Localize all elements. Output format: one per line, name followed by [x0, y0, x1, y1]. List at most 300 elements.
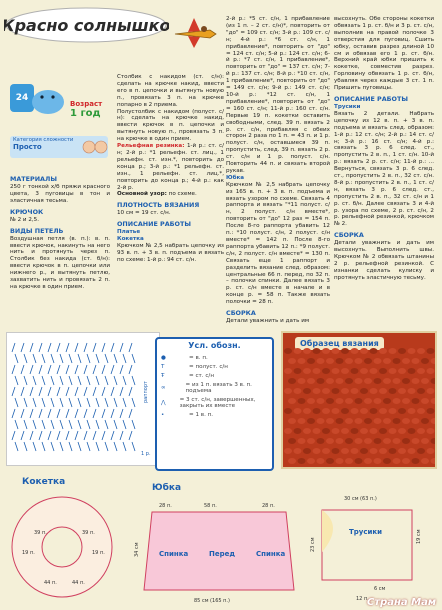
skirt-instructions: Крючком № 2,5 набрать цепочку из 165 в. п. + 3 в. п. подъема и вязать узором по схеме. Связать 4 раппорта и вязать "*11 полуст. с/н, 2 полуст. с/н вместе*, повторить от "до" 12 раз = 154 п. После 8-го раппорта убавить 12 п.: *10 полуст. с/н, 2 полуст. с/н вместе* = 142 п. После 8-го раппорта убавить 12 п.: *9 полуст. с/н, 2 полуст. с/н вместе* = 130 п. Связать еще 1 раппорт и разделить вязание след. образом: центральные 66 п. перед, по 32 п. – полочки спинки. Далее вязать 3 р. ст. с/н вместе в начале и в конце р. = 58 п. Также вязать полочки = 28 п.	[226, 181, 330, 306]
swatch-stitch	[374, 378, 382, 384]
swatch-stitch	[393, 418, 401, 424]
swatch-stitch	[341, 408, 349, 414]
stitch-symbol	[42, 398, 45, 407]
swatch-stitch	[379, 448, 387, 454]
swatch-stitch	[408, 428, 416, 434]
stitch-symbol	[69, 376, 72, 385]
swatch-stitch	[332, 448, 340, 454]
work-sub-yoke: Кокетка	[117, 236, 144, 243]
swatch-stitch	[398, 388, 406, 394]
swatch-stitch	[288, 358, 296, 364]
swatch-stitch	[326, 458, 334, 464]
stitch-symbol	[102, 365, 105, 374]
skirt-title: Юбка	[152, 483, 182, 493]
swatch-stitch	[417, 388, 425, 394]
swatch-stitch	[398, 428, 406, 434]
swatch-stitch	[294, 408, 302, 414]
swatch-stitch	[431, 398, 436, 404]
swatch-stitch	[322, 448, 330, 454]
legend-item-cluster: ⋀ = 3 ст. с/н, завершенных, закрыть их вместе	[161, 397, 256, 409]
skirt-top-label-3: 28 п.	[262, 503, 275, 509]
swatch-stitch	[298, 378, 306, 384]
yoke-instructions: 2-й р.: *5 ст. с/н, 1 прибавление (из 1 п. – 2 ст. с/н)*, повторить от "до" = 109 ст. с/н; 3-й р.: 109 ст. с/н; 4-й р.: *6 ст. с/н, 1 прибавление*, повторить от "до" = 124 ст. с/н; 5-й р.: 124 ст. с/н; 6-й р.: *7 ст. с/н, 1 прибавление*, повторить от "до" = 137 ст. с/н; 7-й р.: 137 ст. с/н; 8-й р.: *10 ст. с/н, 1 прибавление*, повторить от "до" = 149 ст. с/н; 9-й р.: 149 ст. с/н; 10-й р.: *12 ст. с/н, 1 прибавление*, повторить от "до" = 160 ст. с/н; 11-й р.: 160 ст. с/н. Первые 19 п. кокетки оставить свободными, след. 39 п. вязать 2 р. ст. с/н, прибавляя с обеих сторон 2 раза по 1 п. = 43 п. и 1 р. полуст. с/н, оставшиеся 39 п. пропустить, след. 39 п. вязать 2 р. ст. с/н и 1 р. полуст. с/н. Повторить 44 п. и связать второй рукав.	[226, 16, 330, 174]
skirt-heading: Юбка	[226, 174, 245, 181]
age-value: 1 год	[70, 108, 101, 119]
swatch-stitch	[326, 398, 334, 404]
swatch-stitch	[402, 358, 410, 364]
stitch-symbol	[87, 420, 90, 429]
swatch-stitch	[288, 378, 296, 384]
swatch-stitch	[408, 368, 416, 374]
swatch-stitch	[379, 348, 387, 354]
swatch-stitch	[322, 368, 330, 374]
stitch-symbol	[60, 442, 63, 451]
stitch-symbol	[75, 409, 78, 418]
swatch-stitch	[374, 398, 382, 404]
stitch-symbol	[102, 343, 105, 352]
swatch-stitch	[379, 368, 387, 374]
stitch-symbol	[51, 354, 54, 363]
age-label: Возраст	[70, 100, 103, 108]
swatch-stitch	[398, 448, 406, 454]
stitch-symbol	[93, 409, 96, 418]
swatch-stitch	[398, 408, 406, 414]
stitch-symbol	[87, 354, 90, 363]
stitch-symbol	[12, 365, 15, 374]
stitch-symbol	[30, 409, 33, 418]
stitch-symbol	[120, 343, 123, 352]
swatch-stitch	[383, 398, 391, 404]
column-pants	[334, 16, 434, 329]
swatch-stitch	[303, 448, 311, 454]
stitch-symbol	[24, 376, 27, 385]
swatch-stitch	[313, 348, 321, 354]
stitch-symbol	[15, 354, 18, 363]
swatch-stitch	[322, 408, 330, 414]
swatch-stitch	[374, 358, 382, 364]
pants-height-label: 23 см	[310, 537, 316, 552]
swatch-stitch	[355, 378, 363, 384]
legend-box	[155, 337, 274, 471]
swatch-stitch	[389, 368, 397, 374]
stitch-symbol	[57, 387, 60, 396]
swatch-stitch	[345, 418, 353, 424]
swatch-stitch	[307, 458, 315, 464]
stitch-symbol	[51, 420, 54, 429]
swatch-stitch	[317, 398, 325, 404]
swatch-stitch	[351, 448, 359, 454]
swatch-stitch	[360, 348, 368, 354]
stitch-symbol	[51, 442, 54, 451]
swatch-stitch	[402, 418, 410, 424]
swatch-stitch	[398, 348, 406, 354]
swatch-stitch	[421, 418, 429, 424]
swatch-stitch	[284, 348, 292, 354]
yoke-label-6: 44 п.	[72, 580, 85, 586]
stitch-symbol	[102, 409, 105, 418]
swatch-stitch	[294, 428, 302, 434]
skirt-top-label-1: 28 п.	[159, 503, 172, 509]
swatch-stitch	[417, 348, 425, 354]
stitch-symbol	[21, 343, 24, 352]
title-banner	[4, 6, 169, 44]
stitch-symbol	[114, 354, 117, 363]
swatch-stitch	[431, 378, 436, 384]
swatch-stitch	[303, 368, 311, 374]
swatch-stitch	[393, 358, 401, 364]
stitch-symbol	[48, 365, 51, 374]
stitch-symbol	[105, 376, 108, 385]
pants-heading: Трусики	[334, 103, 361, 110]
stitch-symbol	[87, 398, 90, 407]
swatch-stitch	[326, 378, 334, 384]
page-title: Красно солнышко	[4, 16, 169, 35]
stitch-hdc-text: Полустолбик с накидом (полуст. с/н): сделать на крючке накид, ввести крючок в п. цепочки и вытянуть новую п., провязать 3 п. на крючке в один прием.	[117, 108, 224, 143]
stitch-symbol	[15, 420, 18, 429]
stitch-symbol	[15, 376, 18, 385]
swatch-stitch	[393, 438, 401, 444]
swatch-stitch	[389, 408, 397, 414]
hook-text: № 2 и 2,5.	[10, 216, 40, 223]
diagram-row-label: 1 р.	[141, 451, 151, 457]
pants-side-label: 19 см	[416, 529, 422, 544]
swatch-stitch	[284, 428, 292, 434]
stitch-symbol	[30, 431, 33, 440]
stitch-symbol	[51, 398, 54, 407]
stitch-symbol	[75, 343, 78, 352]
swatch-stitch	[332, 388, 340, 394]
stitch-symbol	[15, 398, 18, 407]
stitch-symbol	[42, 376, 45, 385]
stitch-symbol	[57, 343, 60, 352]
swatch-stitch	[427, 428, 435, 434]
materials-heading: МАТЕРИАЛЫ	[10, 175, 57, 183]
swatch-stitch	[431, 438, 436, 444]
stitch-symbol	[12, 343, 15, 352]
swatch-stitch	[389, 428, 397, 434]
swatch-stitch	[298, 458, 306, 464]
swatch-stitch	[355, 418, 363, 424]
swatch-stitch	[313, 388, 321, 394]
dress-finish-text: высохнуть. Обе стороны кокетки обвязать 1 р. ст. б/н и 3 р. ст. с/н, выполнив на правой полочке 3 отверстия для пуговиц. Сшить юбку, оставив разрез длиной 10 см и обвязав его 1 р. ст. б/н. Верхний край юбки пришить к кокетке, совместив разрез. Горловину обвязать 1 р. ст. б/н, убавляя через каждые 3 ст. 1 п. Пришить пуговицы.	[334, 16, 434, 92]
stitch-symbol	[123, 442, 126, 451]
stitch-symbol	[39, 431, 42, 440]
hook-heading: КРЮЧОК	[10, 207, 44, 216]
swatch-stitch	[379, 408, 387, 414]
stitch-symbol	[111, 365, 114, 374]
stitch-symbol	[84, 343, 87, 352]
swatch-stitch	[336, 418, 344, 424]
cluster-symbol-icon: ⋀	[161, 400, 166, 406]
stitch-symbol	[69, 420, 72, 429]
stitch-symbol	[123, 376, 126, 385]
stitch-symbol	[93, 387, 96, 396]
stitch-symbol	[75, 431, 78, 440]
airplane-icon	[170, 12, 220, 52]
stitch-diagram-graphic	[7, 333, 159, 465]
swatch-stitch	[355, 358, 363, 364]
swatch-stitch	[307, 378, 315, 384]
stitch-symbol	[75, 387, 78, 396]
swatch-stitch	[364, 378, 372, 384]
watermark: Страна Мам	[366, 597, 436, 608]
swatch-stitch	[345, 398, 353, 404]
swatch-stitch	[317, 458, 325, 464]
main-pattern-text: по схеме.	[168, 191, 197, 198]
swatch-stitch	[360, 388, 368, 394]
swatch-stitch	[288, 398, 296, 404]
swatch-stitch	[383, 378, 391, 384]
swatch-stitch	[294, 388, 302, 394]
swatch-stitch	[332, 408, 340, 414]
stitch-symbol	[42, 442, 45, 451]
skirt-part-back-1: Спинка	[159, 550, 189, 558]
swatch-stitch	[364, 358, 372, 364]
swatch-stitch	[298, 358, 306, 364]
work-sub-dress: Платье	[117, 229, 141, 236]
stitch-symbol	[93, 365, 96, 374]
swatch-stitch	[370, 388, 378, 394]
stitch-symbol	[114, 376, 117, 385]
density-heading: ПЛОТНОСТЬ ВЯЗАНИЯ	[117, 201, 200, 210]
swatch-stitch	[284, 368, 292, 374]
skirt-width-label: 85 см (165 п.)	[194, 598, 230, 604]
stitch-symbol	[21, 409, 24, 418]
stitch-symbol	[120, 387, 123, 396]
stitch-symbol	[111, 343, 114, 352]
stitch-symbol	[114, 398, 117, 407]
swatch-stitch	[341, 348, 349, 354]
stitch-symbol	[33, 376, 36, 385]
stitch-symbol	[78, 442, 81, 451]
swatch-stitch	[284, 448, 292, 454]
assembly-heading-2: СБОРКА	[334, 231, 364, 240]
swatch-stitch	[294, 368, 302, 374]
swatch-stitch	[427, 448, 435, 454]
work-text: Крючком № 2,5 набрать цепочку из 93 в. п. + 3 в. п. подъема и вязать по схеме: 1-й р.: 94 ст. с/н.	[117, 243, 224, 263]
stitch-symbol	[93, 343, 96, 352]
swatch-stitch	[370, 348, 378, 354]
swatch-stitch	[417, 368, 425, 374]
stitch-symbol	[102, 387, 105, 396]
stitch-symbol	[132, 442, 135, 451]
stitch-symbol	[24, 354, 27, 363]
baby-faces-icon	[82, 138, 108, 160]
stitch-symbol	[42, 420, 45, 429]
swatch-stitch	[345, 458, 353, 464]
stitch-symbol	[39, 365, 42, 374]
swatch-stitch	[393, 378, 401, 384]
skirt-top-label-2: 58 п.	[204, 503, 217, 509]
stitch-symbol	[33, 354, 36, 363]
stitch-symbol	[15, 442, 18, 451]
stitch-symbol	[111, 387, 114, 396]
swatch-stitch	[389, 388, 397, 394]
stitch-symbol	[39, 409, 42, 418]
swatch-stitch	[307, 358, 315, 364]
legend-item-chain: ● = в. п.	[161, 355, 208, 361]
assembly-text-1: Детали уважнить и дать им	[226, 318, 310, 325]
swatch-stitch	[284, 388, 292, 394]
swatch-stitch	[307, 438, 315, 444]
swatch-stitch	[379, 428, 387, 434]
legend-title: Усл. обозн.	[188, 341, 241, 350]
stitch-symbol	[75, 365, 78, 374]
stitch-symbol	[96, 398, 99, 407]
legend-list	[157, 350, 272, 423]
swatch-stitch	[288, 458, 296, 464]
swatch-stitch	[427, 408, 435, 414]
legend-item-ch1: • = 1 в. п.	[161, 412, 214, 418]
swatch-stitch	[427, 348, 435, 354]
stitch-symbol	[66, 409, 69, 418]
stitch-symbol	[129, 343, 132, 352]
swatch-stitch	[364, 438, 372, 444]
swatch-stitch	[379, 388, 387, 394]
difficulty-value: Просто	[13, 143, 42, 151]
swatch-stitch	[421, 358, 429, 364]
swatch-stitch	[360, 428, 368, 434]
swatch-stitch	[408, 388, 416, 394]
stitch-symbol	[102, 431, 105, 440]
stitch-symbol	[66, 431, 69, 440]
swatch-stitch	[383, 438, 391, 444]
swatch-stitch	[326, 418, 334, 424]
stitch-symbol	[39, 343, 42, 352]
yoke-label-5: 44 п.	[44, 580, 57, 586]
knit-swatch-photo	[281, 331, 437, 469]
stitch-symbol	[42, 354, 45, 363]
skirt-height-label: 34 см	[134, 542, 140, 557]
swatch-stitch	[336, 398, 344, 404]
stitch-symbol	[105, 442, 108, 451]
density-text: 10 см = 19 ст. с/н.	[117, 210, 171, 217]
yoke-label-4: 19 п.	[92, 550, 105, 556]
swatch-stitch	[412, 358, 420, 364]
title-banner-graphic	[4, 6, 169, 44]
stitch-symbol	[78, 398, 81, 407]
yoke-title: Кокетка	[22, 477, 66, 487]
swatch-stitch	[317, 418, 325, 424]
swatch-stitch	[374, 438, 382, 444]
stitch-symbol	[60, 354, 63, 363]
stitch-symbol	[105, 398, 108, 407]
legend-item-turning: ∞ = из 1 п. вязать 3 в. п. подъема	[161, 382, 252, 394]
stitch-diagram	[6, 332, 160, 466]
swatch-stitch	[431, 418, 436, 424]
assembly-text-2: Детали уважнить и дать им высохнуть. Выполнить швы. Крючком № 2 обвязать штанины 2 р. рельефной резинкой. С изнанки сделать кулиску и протянуть эластичную тесьму.	[334, 240, 434, 281]
swatch-stitch	[421, 398, 429, 404]
difficulty-label: Категория сложности	[13, 137, 74, 143]
swatch-stitch	[341, 368, 349, 374]
swatch-stitch	[408, 448, 416, 454]
swatch-stitch	[336, 438, 344, 444]
schematic-graphic	[4, 472, 438, 606]
swatch-stitch	[408, 348, 416, 354]
swatch-texture	[283, 333, 435, 467]
swatch-stitch	[303, 388, 311, 394]
swatch-stitch	[336, 378, 344, 384]
stitch-symbol	[78, 420, 81, 429]
stitch-symbol	[48, 431, 51, 440]
swatch-stitch	[417, 448, 425, 454]
legend-item-hdc: Т = полуст. с/н	[161, 364, 228, 370]
stitch-symbol	[105, 354, 108, 363]
swatch-stitch	[294, 348, 302, 354]
swatch-stitch	[332, 348, 340, 354]
swatch-stitch	[417, 408, 425, 414]
swatch-stitch	[303, 428, 311, 434]
swatch-stitch	[341, 448, 349, 454]
stitch-symbol	[12, 431, 15, 440]
stitch-symbol	[132, 354, 135, 363]
swatch-stitch	[351, 348, 359, 354]
swatch-stitch	[288, 438, 296, 444]
stitch-symbol	[114, 442, 117, 451]
pants-instructions: Вязать 2 детали. Набрать цепочку из 12 в. п. + 3 в. п. подъема и вязать след. образом: 1-й р.: 12 ст. с/н; 2-й р.: 14 ст. с/н; 3-й р.: 16 ст. с/н; 4-й р.: связать 3 р. 6 след. ст., пропустить 2 в. п., 1 ст. с/н. 10-й р.: вязать 2 р. ст. с/н; 11-й р.: ... Вернуться, связать 3 р. 6 след. ст., пропустить 2 в. п., 32 ст. с/н. 8-й р.: пропустить 2 в. п., 1 ст. с/н, вязать 3 р. 6 след. ст., пропустить 2 в. п., 32 ст. с/н и 1 р. ст. б/н. Далее связать 3 и 4-й р. узора по схеме, 2 р. ст. с/н, 2 р. рельефной резинкой, крючком № 2.	[334, 110, 434, 228]
swatch-stitch	[383, 458, 391, 464]
stitch-symbol	[39, 387, 42, 396]
stitch-symbol	[21, 431, 24, 440]
stitch-symbol	[57, 409, 60, 418]
stitch-symbol	[78, 354, 81, 363]
stitch-symbol	[30, 365, 33, 374]
swatch-stitch	[374, 418, 382, 424]
swatch-stitch	[332, 368, 340, 374]
swatch-stitch	[345, 358, 353, 364]
stitch-symbol	[96, 354, 99, 363]
stitch-symbol	[51, 376, 54, 385]
rib-heading: Рельефная резинка:	[117, 143, 185, 150]
column-materials	[10, 172, 110, 291]
swatch-stitch	[298, 398, 306, 404]
stitch-symbol	[69, 354, 72, 363]
swatch-stitch	[360, 448, 368, 454]
swatch-title: Образец вязания	[295, 337, 384, 350]
swatch-stitch	[322, 428, 330, 434]
pants-width-label: 30 см (63 п.)	[344, 496, 377, 502]
pants-title: Трусики	[349, 528, 383, 536]
swatch-stitch	[412, 458, 420, 464]
yoke-label-3: 19 п.	[22, 550, 35, 556]
swatch-stitch	[370, 448, 378, 454]
skirt-part-back-2: Спинка	[256, 550, 286, 558]
swatch-stitch	[313, 428, 321, 434]
swatch-stitch	[313, 448, 321, 454]
stitch-symbol	[33, 420, 36, 429]
stitch-symbol	[24, 420, 27, 429]
stitch-symbol	[87, 376, 90, 385]
swatch-stitch	[398, 368, 406, 374]
swatch-stitch	[307, 418, 315, 424]
hippo-icon	[10, 84, 65, 118]
stitch-symbol	[111, 431, 114, 440]
stitch-symbol	[96, 420, 99, 429]
stitch-symbol	[120, 409, 123, 418]
swatch-stitch	[431, 358, 436, 364]
swatch-stitch	[421, 438, 429, 444]
stitch-symbol	[21, 365, 24, 374]
swatch-stitch	[326, 438, 334, 444]
swatch-stitch	[298, 438, 306, 444]
skirt-part-front: Перед	[209, 550, 236, 558]
swatch-stitch	[317, 378, 325, 384]
swatch-stitch	[284, 408, 292, 414]
rib-text: 1-й р.: ст. с/н; 2-й р.: *1 рельефн. ст. лиц., 1 рельефн. ст. изн.*, повторить до конца р.; 3-й р.: *1 рельефн. ст. изн., 1 рельефн. ст. лиц.*, повторить до конца р.; 4-й р.: как 2-й р.	[117, 143, 224, 191]
swatch-stitch	[383, 358, 391, 364]
main-pattern-heading: Основной узор:	[117, 191, 167, 198]
yoke-label-1: 39 п.	[34, 530, 47, 536]
